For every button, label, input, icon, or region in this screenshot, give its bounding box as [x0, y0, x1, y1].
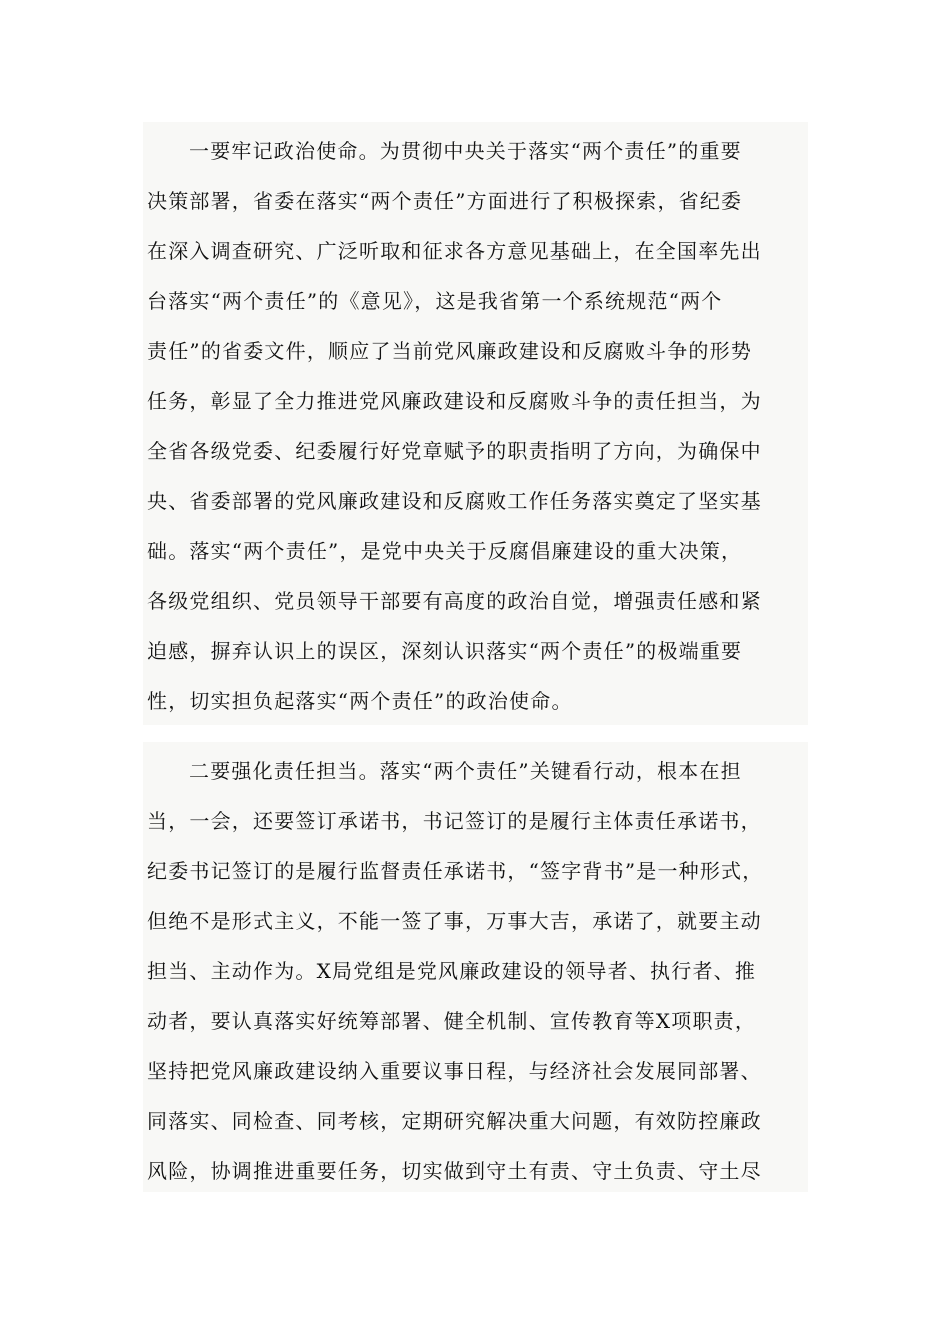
text-line: 台落实“两个责任”的《意见》，这是我省第一个系统规范“两个 — [147, 289, 723, 313]
text-line: 二要强化责任担当。落实“两个责任”关键看行动，根本在担 — [189, 759, 742, 783]
text-line: 一要牢记政治使命。为贯彻中央关于落实“两个责任”的重要 — [189, 139, 742, 163]
text-line: 当，一会，还要签订承诺书，书记签订的是履行主体责任承诺书， — [147, 809, 762, 833]
text-line: 在深入调查研究、广泛听取和征求各方意见基础上，在全国率先出 — [147, 239, 762, 263]
text-line: 任务，彰显了全力推进党风廉政建设和反腐败斗争的责任担当，为 — [147, 389, 762, 413]
text-line: 但绝不是形式主义，不能一签了事，万事大吉，承诺了，就要主动 — [147, 909, 762, 933]
text-line: 坚持把党风廉政建设纳入重要议事日程，与经济社会发展同部署、 — [147, 1059, 762, 1083]
text-line: 纪委书记签订的是履行监督责任承诺书，“签字背书”是一种形式， — [147, 859, 764, 883]
text-line: 迫感，摒弃认识上的误区，深刻认识落实“两个责任”的极端重要 — [147, 639, 743, 663]
text-line: 性，切实担负起落实“两个责任”的政治使命。 — [147, 689, 573, 713]
text-line: 各级党组织、党员领导干部要有高度的政治自觉，增强责任感和紧 — [147, 589, 762, 613]
text-line: 决策部署，省委在落实“两个责任”方面进行了积极探索，省纪委 — [147, 189, 743, 213]
text-line: 央、省委部署的党风廉政建设和反腐败工作任务落实奠定了坚实基 — [147, 489, 762, 513]
text-line: 全省各级党委、纪委履行好党章赋予的职责指明了方向，为确保中 — [147, 439, 762, 463]
text-line: 担当、主动作为。X局党组是党风廉政建设的领导者、执行者、推 — [147, 959, 757, 983]
paragraph-political-mission — [143, 122, 808, 725]
text-line: 责任”的省委文件，顺应了当前党风廉政建设和反腐败斗争的形势 — [147, 339, 753, 363]
paragraph-responsibility — [143, 742, 808, 1192]
text-line: 动者，要认真落实好统筹部署、健全机制、宣传教育等X项职责， — [147, 1009, 757, 1033]
text-line: 础。落实“两个责任”，是党中央关于反腐倡廉建设的重大决策， — [147, 539, 743, 563]
text-line: 同落实、同检查、同考核，定期研究解决重大问题，有效防控廉政 — [147, 1109, 762, 1133]
text-line: 风险，协调推进重要任务，切实做到守土有责、守土负责、守土尽 — [147, 1159, 762, 1183]
